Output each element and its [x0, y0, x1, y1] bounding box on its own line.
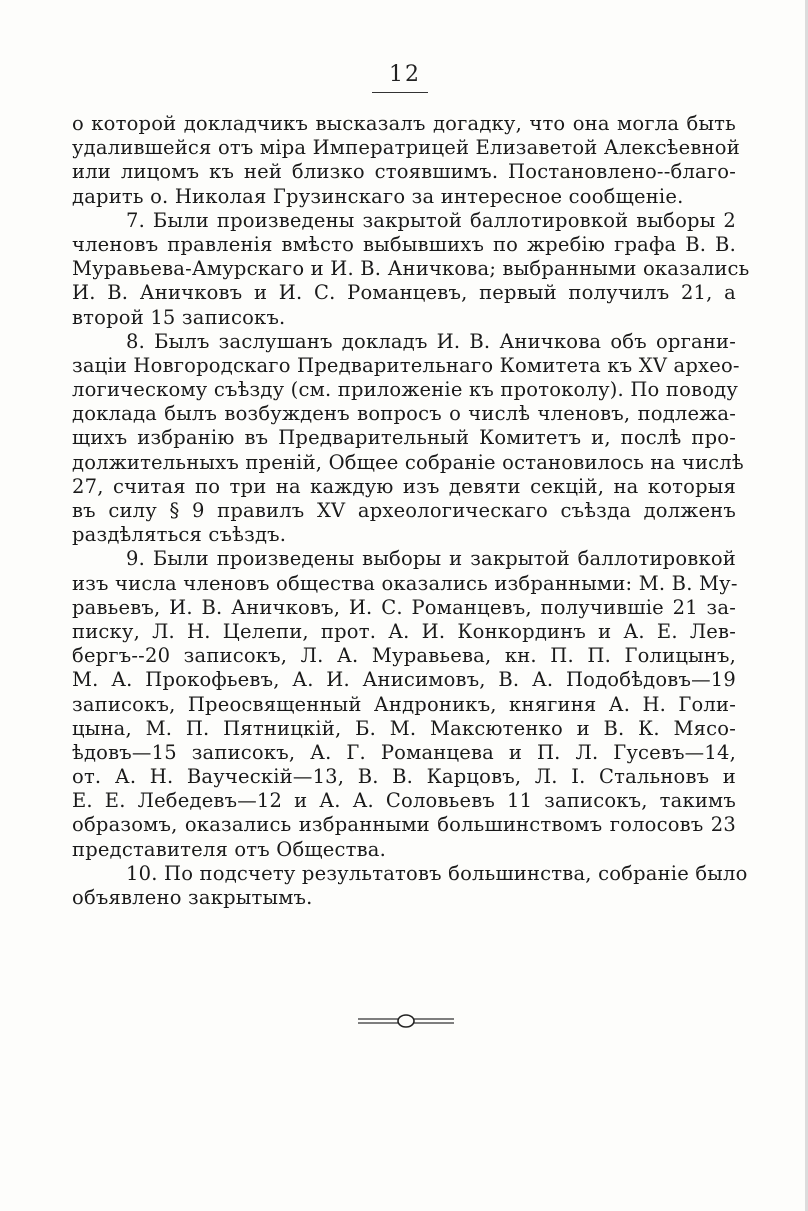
text-line: удалившейся отъ міра Императрицей Елизаветой Алексѣевной [72, 136, 740, 160]
text-line: раздѣляться съѣздъ. [72, 523, 287, 547]
page-number-underline [372, 92, 428, 93]
text-line: 9. Были произведены выборы и закрытой баллотировкой [126, 547, 736, 571]
text-line: записокъ, Преосвященный Андроникъ, княгиня А. Н. Голи- [72, 692, 736, 716]
text-line: 7. Были произведены закрытой баллотировкой выборы 2 [126, 208, 736, 232]
paragraph-item-9 [72, 547, 736, 861]
text-line: должительныхъ преній, Общее собраніе остановилось на числѣ [72, 450, 744, 474]
text-line: членовъ правленія вмѣсто выбывшихъ по жребію графа В. В. [72, 232, 736, 256]
text-line: заціи Новгородскаго Предварительнаго Комитета къ XV археo- [72, 353, 740, 377]
text-line: второй 15 записокъ. [72, 305, 286, 329]
page-number: 12 [389, 62, 421, 87]
text-line: въ силу § 9 правилъ XV археологическаго съѣзда долженъ [72, 499, 736, 522]
text-line: Муравьева-Амурскаго и И. В. Аничкова; выбранными оказались [72, 257, 750, 281]
body-text [72, 112, 750, 910]
text-line: о которой докладчикъ высказалъ догадку, что она могла быть [72, 112, 736, 135]
paragraph-item-8 [72, 329, 744, 548]
text-line: бергъ--20 записокъ, Л. А. Муравьева, кн. П. П. Голицынъ, [72, 644, 736, 668]
text-line: от. А. Н. Вауческій—13, В. В. Карцовъ, Л. І. Стальновъ и [72, 765, 736, 789]
end-ornament-icon [356, 1010, 456, 1032]
text-line: образомъ, оказались избранными большинствомъ голосовъ 23 [72, 813, 736, 837]
text-line: Е. Е. Лебедевъ—12 и А. А. Соловьевъ 11 записокъ, такимъ [72, 789, 736, 813]
text-line: изъ числа членовъ общества оказались избранными: М. В. Му- [72, 571, 738, 595]
text-line: представителя отъ Общества. [72, 837, 386, 861]
text-line: 8. Былъ заслушанъ докладъ И. В. Аничкова объ органи- [126, 329, 736, 353]
text-line: писку, Л. Н. Целепи, прот. А. И. Конкординъ и А. Е. Лев- [72, 619, 736, 643]
text-line: И. В. Аничковъ и И. С. Романцевъ, первый получилъ 21, а [72, 281, 736, 305]
text-line: равьевъ, И. В. Аничковъ, И. С. Романцевъ, получившіе 21 за- [72, 595, 736, 619]
text-line: логическому съѣзду (см. приложеніе къ протоколу). По поводу [72, 378, 739, 402]
paragraph-item-7 [72, 208, 750, 330]
text-line: дарить о. Николая Грузинскаго за интересное сообщеніе. [72, 184, 684, 208]
text-line: М. А. Прокофьевъ, А. И. Анисимовъ, В. А. Подобѣдовъ—19 [72, 668, 736, 692]
text-line: объявлено закрытымъ. [72, 886, 313, 909]
text-line: ѣдовъ—15 записокъ, А. Г. Романцева и П. Л. Гусевъ—14, [72, 740, 736, 764]
text-line: или лицомъ къ ней близко стоявшимъ. Постановлено--благо- [72, 160, 736, 184]
text-line: доклада былъ возбужденъ вопросъ о числѣ членовъ, подлежа- [72, 402, 736, 426]
text-line: 27, считая по три на каждую изъ девяти секцій, на которыя [72, 474, 736, 498]
paragraph-item-10 [72, 861, 748, 910]
text-line: щихъ избранію въ Предварительный Комитетъ и, послѣ про- [72, 426, 736, 450]
paragraph-continued [72, 112, 740, 209]
text-line: 10. По подсчету результатовъ большинства, собраніе было [126, 861, 748, 885]
text-line: цына, М. П. Пятницкій, Б. М. Максютенко и В. К. Мясо- [72, 716, 736, 740]
